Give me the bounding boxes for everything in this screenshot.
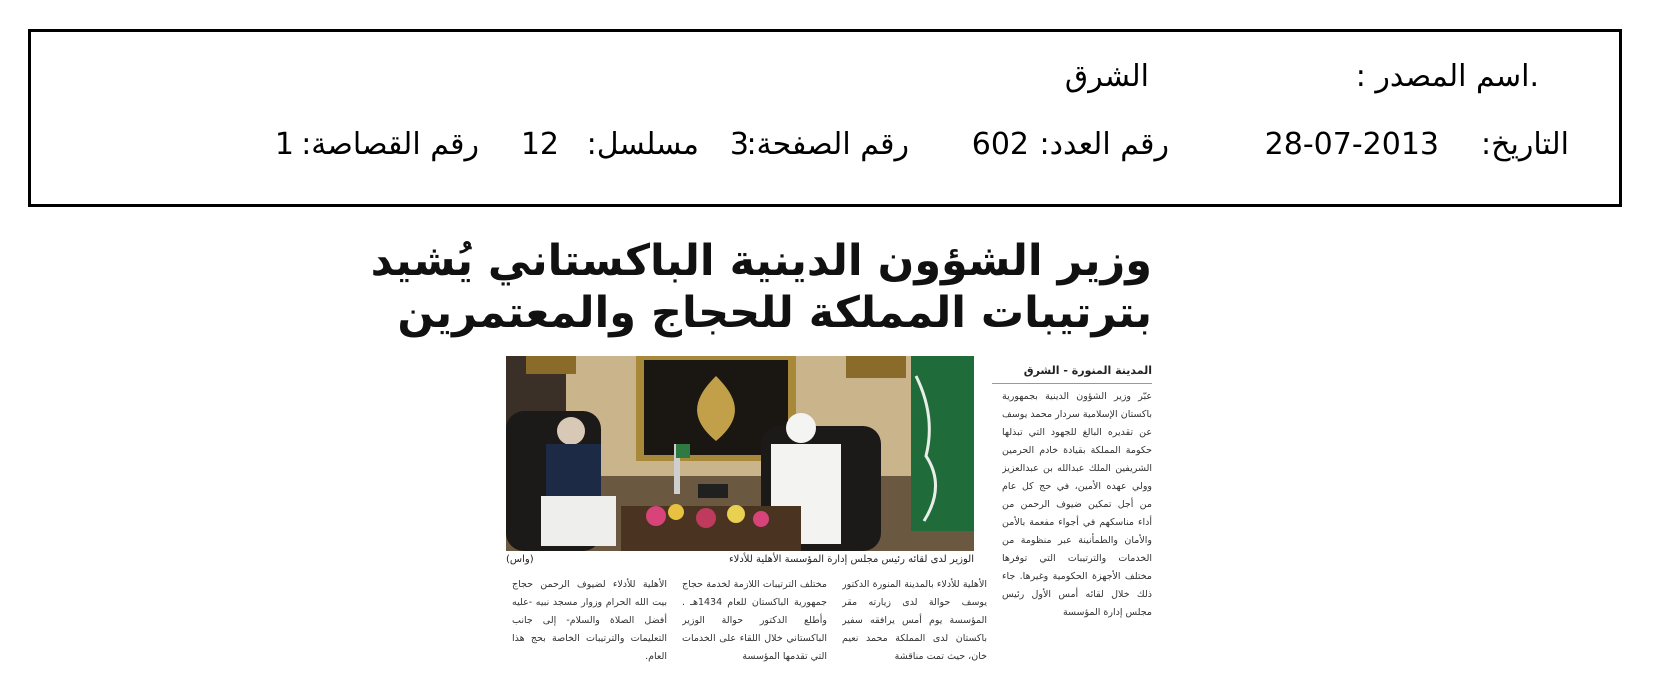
photo-caption — [506, 554, 974, 565]
article-column-4: الأهلية للأدلاء لضيوف الرحمن حجاج بيت الله الحرام وزوار مسجد نبيه -عليه أفضل الصلاة والسلام- إلى جانب التعليمات والترتيبات الخاصة بحج هذا العام. — [512, 579, 667, 662]
source-label: .اسم المصدر : — [1355, 59, 1539, 94]
photo-illustration — [506, 356, 974, 551]
clip-value: 1 — [274, 127, 294, 162]
page-label: رقم الصفحة: — [746, 127, 909, 162]
article-photo — [506, 356, 974, 551]
date-label: التاريخ: — [1481, 127, 1569, 162]
clipping-metadata-box — [28, 29, 1622, 207]
page-value: 3 — [729, 127, 749, 162]
article-column-3: مختلف الترتيبات اللازمة لخدمة حجاج جمهورية الباكستان للعام 1434هـ . وأطلع الدكتور حوالة الوزير الباكستاني خلال اللقاء على الخدمات التي تقدمها المؤسسة — [682, 579, 827, 662]
article-column-1: عبّر وزير الشؤون الدينية بجمهورية باكستان الإسلامية سردار محمد يوسف عن تقديره البالغ للجهود التي تبذلها حكومة المملكة بقيادة خادم الحرمين الشريفين الملك عبدالله بن عبدالعزيز وولي عهده الأمين، في حج كل عام من أجل تمكين ضيوف الرحمن من أداء مناسكهم في أجواء مفعمة بالأمن والأمان والطمأنينة عبر منظومة من الخدمات والترتيبات التي توفرها مختلف الأجهزة الحكومية وغيرها. جاء ذلك خلال لقائه أمس الأول رئيس مجلس إدارة المؤسسة — [1002, 391, 1152, 618]
article-column-2: الأهلية للأدلاء بالمدينة المنورة الدكتور يوسف حوالة لدى زيارته مقر المؤسسة يوم أمس يرافقه سفير باكستان لدى المملكة محمد نعيم خان، حيث تمت مناقشة — [842, 579, 987, 662]
headline-line-1: وزير الشؤون الدينية الباكستاني يُشيد — [370, 236, 1152, 286]
clip-label: رقم القصاصة: — [301, 127, 479, 162]
article-byline: المدينة المنورة - الشرق — [992, 364, 1152, 384]
issue-label: رقم العدد: — [1039, 127, 1169, 162]
newspaper-clipping — [370, 236, 1152, 678]
issue-value: 602 — [971, 127, 1029, 162]
serial-value: 12 — [520, 127, 559, 162]
serial-label: مسلسل: — [586, 127, 699, 162]
headline-line-2: بترتيبات المملكة للحجاج والمعتمرين — [397, 288, 1152, 338]
date-value: 28-07-2013 — [1264, 127, 1439, 162]
caption-text: الوزير لدى لقائه رئيس مجلس إدارة المؤسسة الأهلية للأدلاء — [728, 554, 974, 565]
source-value: الشرق — [1064, 59, 1149, 94]
caption-credit: (واس) — [506, 554, 534, 565]
